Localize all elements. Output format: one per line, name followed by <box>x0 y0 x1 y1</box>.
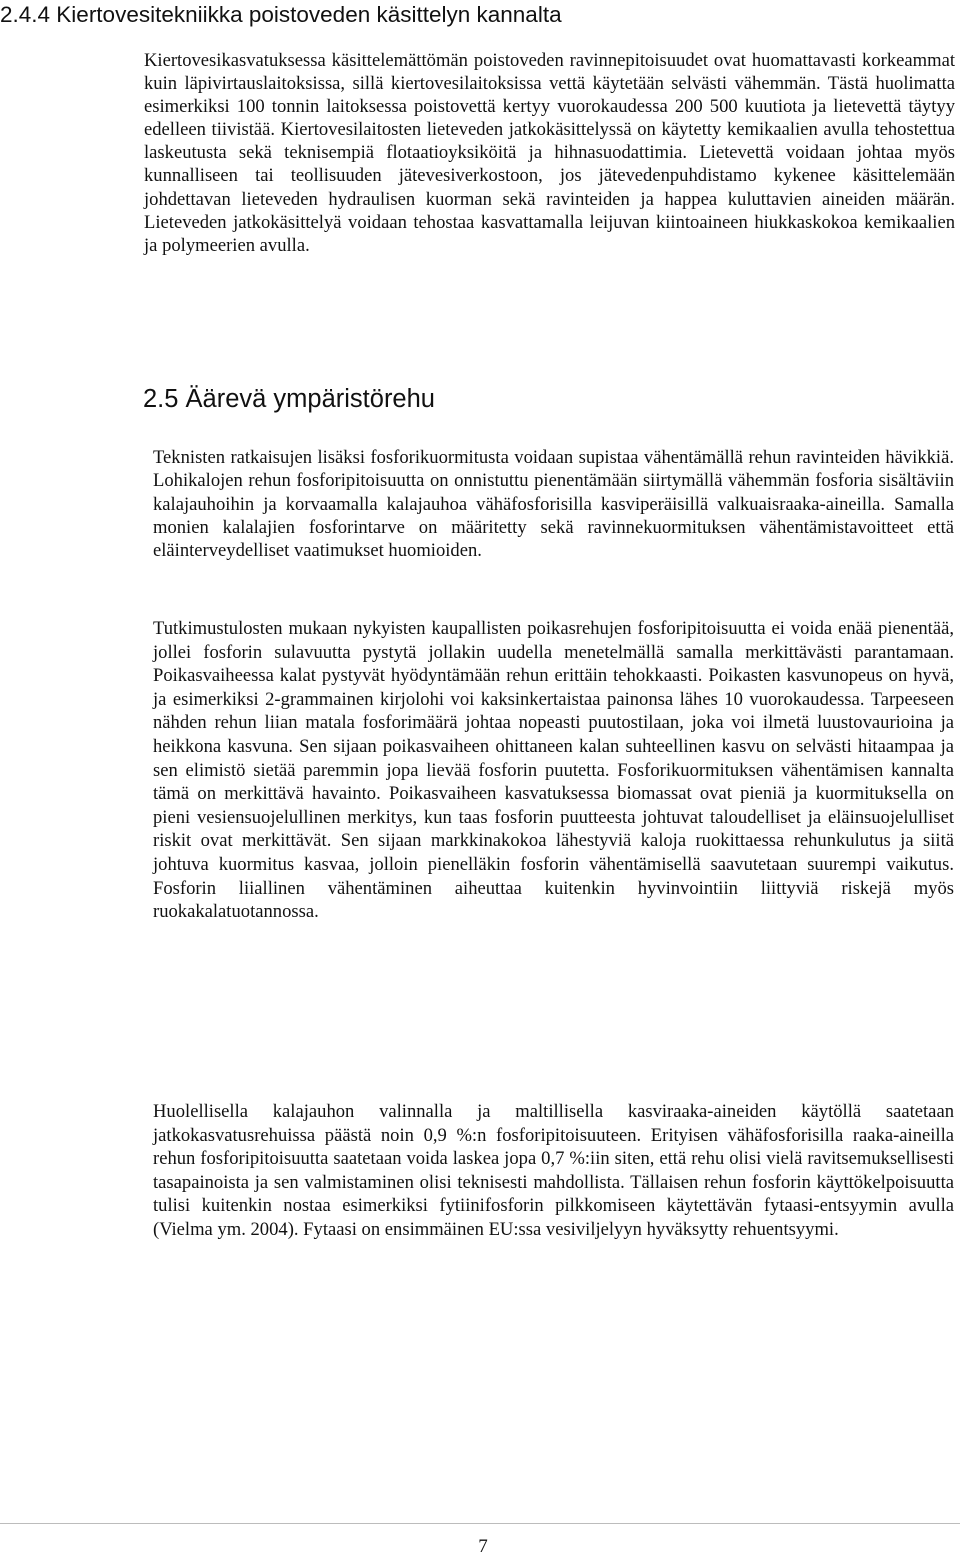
body-paragraph: Tutkimustulosten mukaan nykyisten kaupallisten poikasrehujen fosforipitoisuutta ei voida enää pienentää, jollei fosforin sulavuutta pystytä jollakin uudella menetelmällä samalla merkittävästi parantamaan. Poikasvaiheessa kalat pystyvät hyödyntämään rehun erittäin tehokkaasti. Poikasten kasvunopeus on hyvä, ja esimerkiksi 2-grammainen kirjolohi voi kaksinkertaistaa painonsa lähes 10 vuorokaudessa. Tarpeeseen nähden rehun liian matala fosforimäärä johtaa nopeasti puutostilaan, joka voi ilmetä luustovaurioina ja heikkona kasvuna. Sen sijaan poikasvaiheen ohittaneen kalan suhteellinen kasvu on selvästi hitaampaa ja sen elimistö sietää paremmin jopa lievää fosforin puutetta. Fosforikuormituksen vähentämisen kannalta tämä on merkittävä havainto. Poikasvaiheen kasvatuksessa biomassat ovat pieniä ja kuormituksella on pieni vesiensuojelullinen merkitys, kun taas fosforin puutteesta johtuvat taloudelliset ja eläinsuojelulliset riskit ovat merkittävät. Sen sijaan markkinakokoa lähestyviä kaloja ruokittaessa rehunkulutus ja siitä johtuva kuormitus kasvaa, jolloin pienelläkin fosforin vähentämisellä saavutetaan suurempi vaikutus. Fosforin liiallinen vähentäminen aiheuttaa kuitenkin hyvinvointiin liittyviä riskejä myös ruokakalatuotannossa. <box>153 618 954 923</box>
footer-divider <box>0 1523 960 1524</box>
section-heading-2-4-4: 2.4.4 Kiertovesitekniikka poistoveden käsittelyn kannalta <box>0 2 562 27</box>
body-paragraph: Kiertovesikasvatuksessa käsittelemättömän poistoveden ravinnepitoisuudet ovat huomattavasti korkeammat kuin läpivirtauslaitoksissa, sillä kiertovesilaitoksissa vettä käytetään selvästi vähemmän. Tästä huolimatta esimerkiksi 100 tonnin laitoksessa poistovettä kertyy vuorokaudessa 200 500 kuutiota ja lietevettä täytyy edelleen tiivistää. Kiertovesilaitosten lieteveden jatkokäsittelyssä on käytetty kemikaalien avulla tehostettua laskeutusta sekä teknisempiä flotaatioyksiköitä ja hihnasuodattimia. Lietevettä voidaan johtaa myös kunnalliseen tai teollisuuden jätevesiverkostoon, jos jätevedenpuhdistamo kykenee käsittelemään johdettavan lieteveden hydraulisen kuorman sekä ravinteiden ja happea kuluttavien aineiden määrän. Lieteveden jatkokäsittelyä voidaan tehostaa kasvattamalla leijuvan kiintoaineen hiukkaskokoa kemikaalien ja polymeerien avulla. <box>144 50 955 256</box>
body-paragraph: Huolellisella kalajauhon valinnalla ja maltillisella kasviraaka-aineiden käytöllä saatetaan jatkokasvatusrehuissa päästä noin 0,9 %:n fosforipitoisuuteen. Erityisen vähäfosforisilla raaka-aineilla rehun fosforipitoisuutta saatetaan voida laskea jopa 0,7 %:iin siten, että rehu olisi vielä ravitsemuksellisesti tasapainoista ja sen valmistaminen olisi teknisesti mahdollista. Tällaisen rehun fosforin käyttökelpoisuutta tulisi kuitenkin nostaa esimerkiksi fytiinifosforin pilkkomiseen käytettävän fytaasi-entsyymin avulla (Vielma ym. 2004). Fytaasi on ensimmäinen EU:ssa vesiviljelyyn hyväksytty rehuentsyymi. <box>153 1101 954 1240</box>
section-heading-2-5: 2.5 Äärevä ympäristörehu <box>143 385 435 413</box>
page-number: 7 <box>478 1536 488 1557</box>
body-paragraph: Teknisten ratkaisujen lisäksi fosforikuormitusta voidaan supistaa vähentämällä rehun ravinteiden hävikkiä. Lohikalojen rehun fosforipitoisuutta on onnistuttu pienentämään siirtymällä vähemmän fosforia sisältäviin kalajauhoihin ja korvaamalla kalajauhoa vähäfosforisilla kasviperäisillä valkuaisraaka-aineilla. Samalla monien kalalajien fosforintarve on määritetty sekä ravinnekuormituksen vähentämistavoitteet että eläinterveydelliset vaatimukset huomioiden. <box>153 447 954 562</box>
